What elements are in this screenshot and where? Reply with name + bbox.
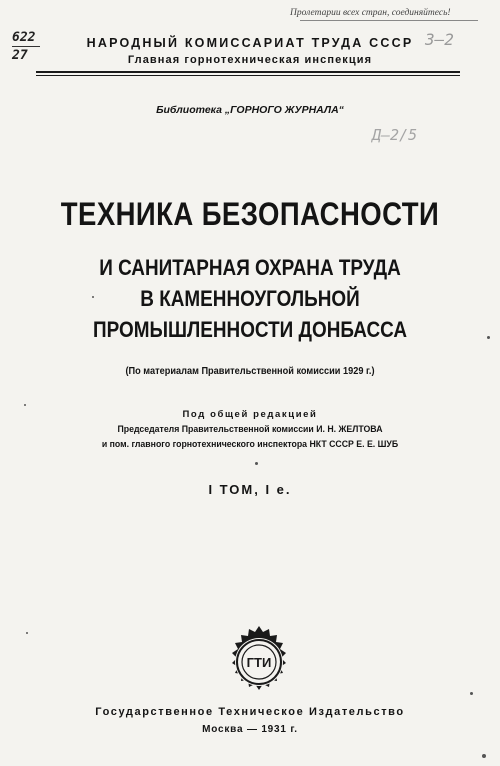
faint-stamp-mark: Д–2/5: [372, 126, 418, 144]
editorship-heading: Под общей редакцией: [182, 409, 318, 420]
faint-pencil-mark: 3–2: [425, 30, 454, 49]
book-title-main: ТЕХНИКА БЕЗОПАСНОСТИ: [60, 196, 440, 232]
motto: Пролетарии всех стран, соединяйтесь!: [290, 8, 451, 18]
scan-speck: [26, 632, 28, 634]
scan-speck: [24, 404, 26, 406]
book-title-line2: И САНИТАРНАЯ ОХРАНА ТРУДА: [99, 255, 401, 280]
organization-department: Главная горнотехническая инспекция: [127, 54, 373, 66]
scan-speck: [487, 336, 490, 339]
motto-underline: [300, 20, 478, 21]
book-subtitle: (По материалам Правительственной комиссии 1929 г.): [125, 366, 375, 377]
volume-label: I ТОМ, I е.: [208, 482, 292, 497]
book-title-line4: ПРОМЫШЛЕННОСТИ ДОНБАССА: [93, 317, 407, 342]
shelf-mark-bottom: 27: [12, 48, 28, 63]
library-series: Библиотека „ГОРНОГО ЖУРНАЛА“: [156, 104, 344, 116]
shelf-mark-top: 622: [12, 30, 36, 45]
organization-name: НАРОДНЫЙ КОМИССАРИАТ ТРУДА СССР: [86, 36, 414, 50]
publisher-emblem-icon: [221, 624, 297, 700]
scan-speck: [482, 754, 486, 758]
publication-place-year: Москва — 1931 г.: [202, 724, 298, 735]
publisher-name: Государственное Техническое Издательство: [95, 706, 405, 718]
header-rule-thin: [36, 75, 460, 76]
emblem-letters: ГТИ: [246, 655, 272, 670]
editor-first: Председателя Правительственной комиссии И. Н. ЖЕЛТОВА: [117, 424, 383, 435]
editor-second: и пом. главного горнотехнического инспектора НКТ СССР Е. Е. ШУБ: [101, 439, 399, 450]
scan-speck: [255, 462, 258, 465]
scan-speck: [470, 692, 473, 695]
scan-speck: [92, 296, 94, 298]
header-rule-thick: [36, 71, 460, 73]
book-title-line3: В КАМЕННОУГОЛЬНОЙ: [140, 286, 360, 311]
